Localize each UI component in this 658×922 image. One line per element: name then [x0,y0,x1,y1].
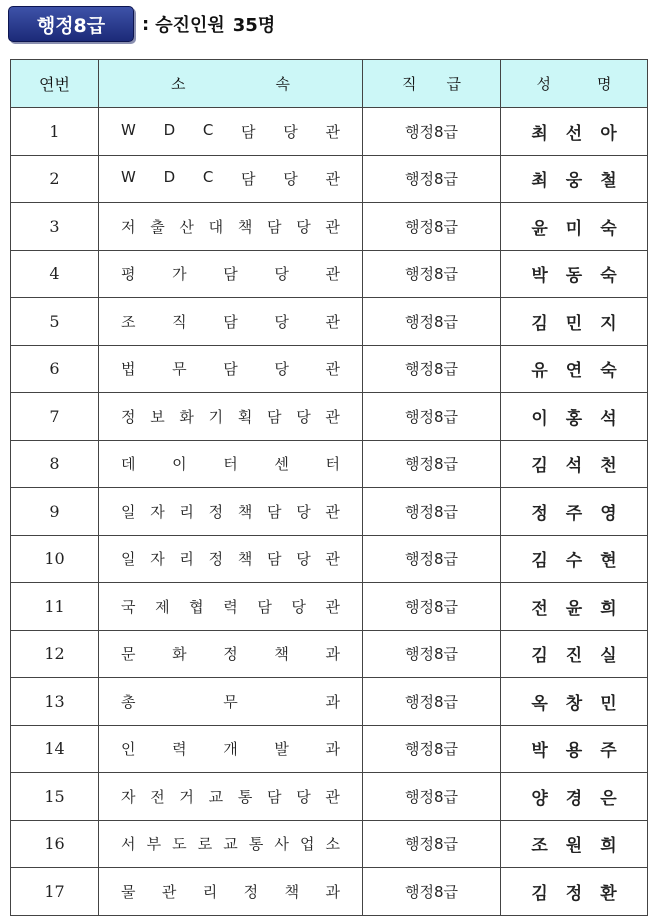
row-dept: 일 자 리 정 책 담 당 관 [99,488,363,536]
header-name: 성 명 [501,60,648,108]
row-rank: 행정8급 [363,488,501,536]
row-rank: 행정8급 [363,773,501,821]
row-dept: 평 가 담 당 관 [99,250,363,298]
row-dept: 정 보 화 기 획 담 당 관 [99,393,363,441]
table-row [11,725,648,773]
row-dept: 서 부 도 로 교 통 사 업 소 [99,820,363,868]
row-rank: 행정8급 [363,678,501,726]
row-no: 6 [11,345,99,393]
row-name: 김 정 환 [501,868,648,916]
row-no: 11 [11,583,99,631]
table-row [11,250,648,298]
row-no: 7 [11,393,99,441]
row-name: 옥 창 민 [501,678,648,726]
row-dept: 일 자 리 정 책 담 당 관 [99,535,363,583]
header-dept: 소 속 [99,60,363,108]
row-no: 15 [11,773,99,821]
table-row [11,535,648,583]
grade-badge: 행정8급 [8,6,134,42]
row-name: 김 수 현 [501,535,648,583]
row-name: 전 윤 희 [501,583,648,631]
row-dept: 물 관 리 정 책 과 [99,868,363,916]
row-name: 이 홍 석 [501,393,648,441]
row-rank: 행정8급 [363,583,501,631]
row-no: 16 [11,820,99,868]
row-rank: 행정8급 [363,535,501,583]
row-dept: 자 전 거 교 통 담 당 관 [99,773,363,821]
row-rank: 행정8급 [363,298,501,346]
row-no: 17 [11,868,99,916]
row-rank: 행정8급 [363,868,501,916]
table-row [11,820,648,868]
row-rank: 행정8급 [363,630,501,678]
row-rank: 행정8급 [363,345,501,393]
table-row [11,488,648,536]
row-dept: 법 무 담 당 관 [99,345,363,393]
promotion-table [10,59,648,916]
row-dept: 문 화 정 책 과 [99,630,363,678]
row-dept: W D C 담 당 관 [99,155,363,203]
row-name: 김 석 천 [501,440,648,488]
table-row [11,298,648,346]
row-name: 양 경 은 [501,773,648,821]
table-row [11,678,648,726]
row-name: 유 연 숙 [501,345,648,393]
row-rank: 행정8급 [363,155,501,203]
row-dept: 총 무 과 [99,678,363,726]
row-dept: 데 이 터 센 터 [99,440,363,488]
row-no: 8 [11,440,99,488]
heading-count: 35명 [232,15,276,36]
row-rank: 행정8급 [363,725,501,773]
row-no: 13 [11,678,99,726]
row-dept: 조 직 담 당 관 [99,298,363,346]
table-row [11,393,648,441]
table-row [11,440,648,488]
row-no: 5 [11,298,99,346]
row-name: 박 용 주 [501,725,648,773]
row-no: 10 [11,535,99,583]
row-rank: 행정8급 [363,393,501,441]
table-row [11,630,648,678]
row-no: 12 [11,630,99,678]
row-no: 4 [11,250,99,298]
row-name: 최 선 아 [501,108,648,156]
table-row [11,868,648,916]
row-name: 박 동 숙 [501,250,648,298]
row-no: 2 [11,155,99,203]
heading-label: 승진인원 [155,15,225,36]
row-rank: 행정8급 [363,250,501,298]
table-header-row [11,60,648,108]
row-dept: 인 력 개 발 과 [99,725,363,773]
table-row [11,773,648,821]
row-name: 김 민 지 [501,298,648,346]
heading-colon: : [142,13,150,35]
row-no: 9 [11,488,99,536]
table-row [11,203,648,251]
row-dept: 국 제 협 력 담 당 관 [99,583,363,631]
row-name: 조 원 희 [501,820,648,868]
row-no: 14 [11,725,99,773]
row-rank: 행정8급 [363,440,501,488]
header-rank: 직 급 [363,60,501,108]
table-row [11,583,648,631]
row-rank: 행정8급 [363,203,501,251]
promotion-heading [142,9,275,39]
header-no: 연번 [11,60,99,108]
table-row [11,345,648,393]
row-dept: W D C 담 당 관 [99,108,363,156]
table-row [11,155,648,203]
row-no: 1 [11,108,99,156]
row-name: 최 웅 철 [501,155,648,203]
row-dept: 저 출 산 대 책 담 당 관 [99,203,363,251]
row-name: 윤 미 숙 [501,203,648,251]
table-row [11,108,648,156]
row-rank: 행정8급 [363,820,501,868]
row-name: 김 진 실 [501,630,648,678]
row-no: 3 [11,203,99,251]
row-rank: 행정8급 [363,108,501,156]
row-name: 정 주 영 [501,488,648,536]
